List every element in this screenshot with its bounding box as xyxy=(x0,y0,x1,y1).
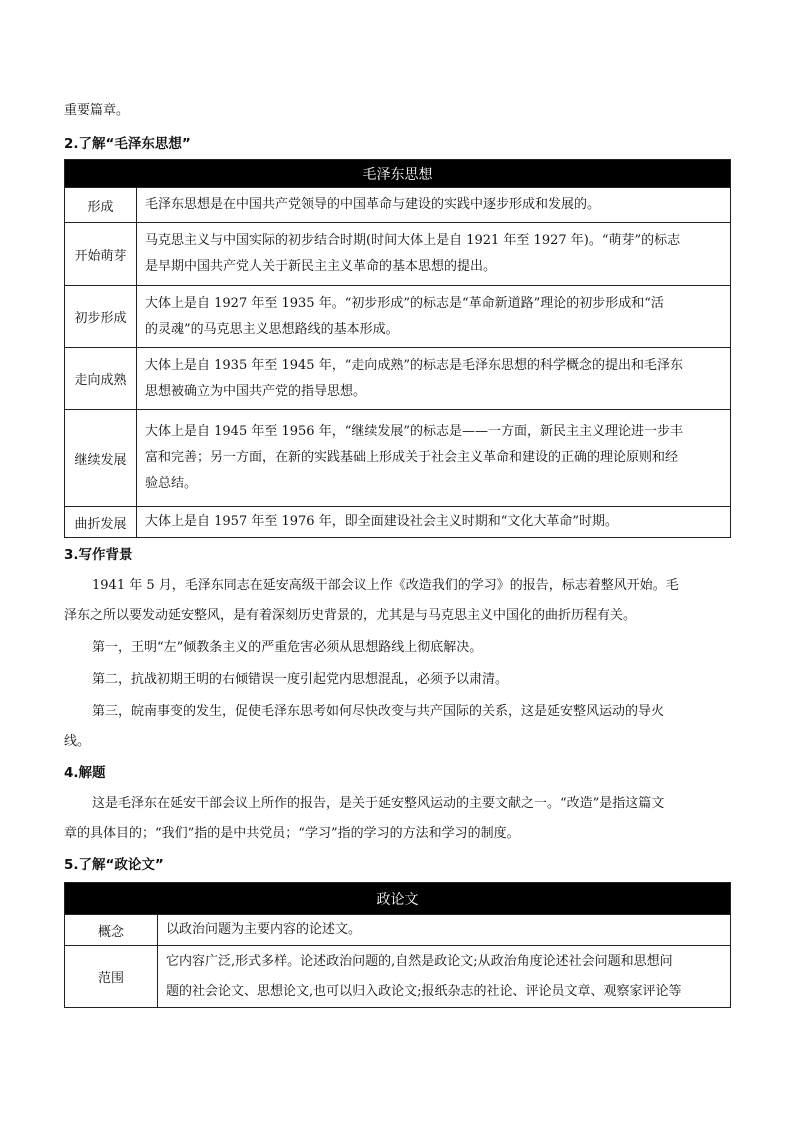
row-content: 大体上是自 1957 年至 1976 年，即全面建设社会主义时期和“文化大革命”时期。 xyxy=(137,507,731,538)
table-row xyxy=(65,915,731,946)
table-row xyxy=(65,507,731,538)
row-label: 开始萌芽 xyxy=(65,223,137,286)
section-3-para-4-line-1: 第三，皖南事变的发生，促使毛泽东思考如何尽快改变与共产国际的关系，这是延安整风运动的导火 xyxy=(92,704,665,719)
political-essay-table-title: 政论文 xyxy=(65,883,731,915)
political-essay-table xyxy=(64,882,731,1008)
section-3-heading: 3.写作背景 xyxy=(64,547,133,563)
row-content: 大体上是自 1935 年至 1945 年，“走向成熟”的标志是毛泽东思想的科学概念的提出和毛泽东 思想被确立为中国共产党的指导思想。 xyxy=(137,348,731,410)
table-row xyxy=(65,348,731,410)
row-label: 概念 xyxy=(65,915,158,946)
section-2-heading: 2.了解“毛泽东思想” xyxy=(64,136,191,152)
row-content: 马克思主义与中国实际的初步结合时期(时间大体上是自 1921 年至 1927 年)。“萌芽”的标志 是早期中国共产党人关于新民主主义革命的基本思想的提出。 xyxy=(137,223,731,286)
intro-tail: 重要篇章。 xyxy=(64,103,130,118)
table-row xyxy=(65,286,731,348)
section-3-para-4-line-2: 线。 xyxy=(64,734,91,749)
row-label: 走向成熟 xyxy=(65,348,137,410)
section-5-heading: 5.了解“政论文” xyxy=(64,857,164,873)
row-label: 初步形成 xyxy=(65,286,137,348)
section-4-heading: 4.解题 xyxy=(64,765,106,781)
table-row xyxy=(65,188,731,223)
section-3-para-2: 第一，王明“左”倾教条主义的严重危害必须从思想路线上彻底解决。 xyxy=(92,640,483,655)
row-content: 以政治问题为主要内容的论述文。 xyxy=(158,915,731,946)
section-3-para-3: 第二，抗战初期王明的右倾错误一度引起党内思想混乱，必须予以肃清。 xyxy=(92,672,509,687)
table-row xyxy=(65,223,731,286)
table-row xyxy=(65,946,731,1008)
row-content: 大体上是自 1927 年至 1935 年。“初步形成”的标志是“革命新道路”理论的初步形成和“活 的灵魂”的马克思主义思想路线的基本形成。 xyxy=(137,286,731,348)
table-row xyxy=(65,410,731,507)
row-label: 形成 xyxy=(65,188,137,223)
row-content: 毛泽东思想是在中国共产党领导的中国革命与建设的实践中逐步形成和发展的。 xyxy=(137,188,731,223)
section-3-para-1-line-1: 1941 年 5 月，毛泽东同志在延安高级干部会议上作《改造我们的学习》的报告，标志着整风开始。毛 xyxy=(92,578,679,593)
row-content: 大体上是自 1945 年至 1956 年，“继续发展”的标志是——一方面，新民主主义理论进一步丰 富和完善；另一方面，在新的实践基础上形成关于社会主义革命和建设的正确的理论原则和经 验总结。 xyxy=(137,410,731,507)
row-label: 继续发展 xyxy=(65,410,137,507)
row-content: 它内容广泛,形式多样。论述政治问题的,自然是政论文;从政治角度论述社会问题和思想问 题的社会论文、思想论文,也可以归入政论文;报纸杂志的社论、评论员文章、观察家评论等 xyxy=(158,946,731,1008)
row-label: 曲折发展 xyxy=(65,507,137,538)
section-4-line-1: 这是毛泽东在延安干部会议上所作的报告，是关于延安整风运动的主要文献之一。“改造”是指这篇文 xyxy=(92,796,665,811)
mao-thought-table xyxy=(64,159,731,538)
section-3-para-1-line-2: 泽东之所以要发动延安整风，是有着深刻历史背景的，尤其是与马克思主义中国化的曲折历程有关。 xyxy=(64,608,637,623)
mao-thought-table-title: 毛泽东思想 xyxy=(65,160,731,188)
section-4-line-2: 章的具体目的；“我们”指的是中共党员；“学习”指的学习的方法和学习的制度。 xyxy=(64,826,520,841)
row-label: 范围 xyxy=(65,946,158,1008)
